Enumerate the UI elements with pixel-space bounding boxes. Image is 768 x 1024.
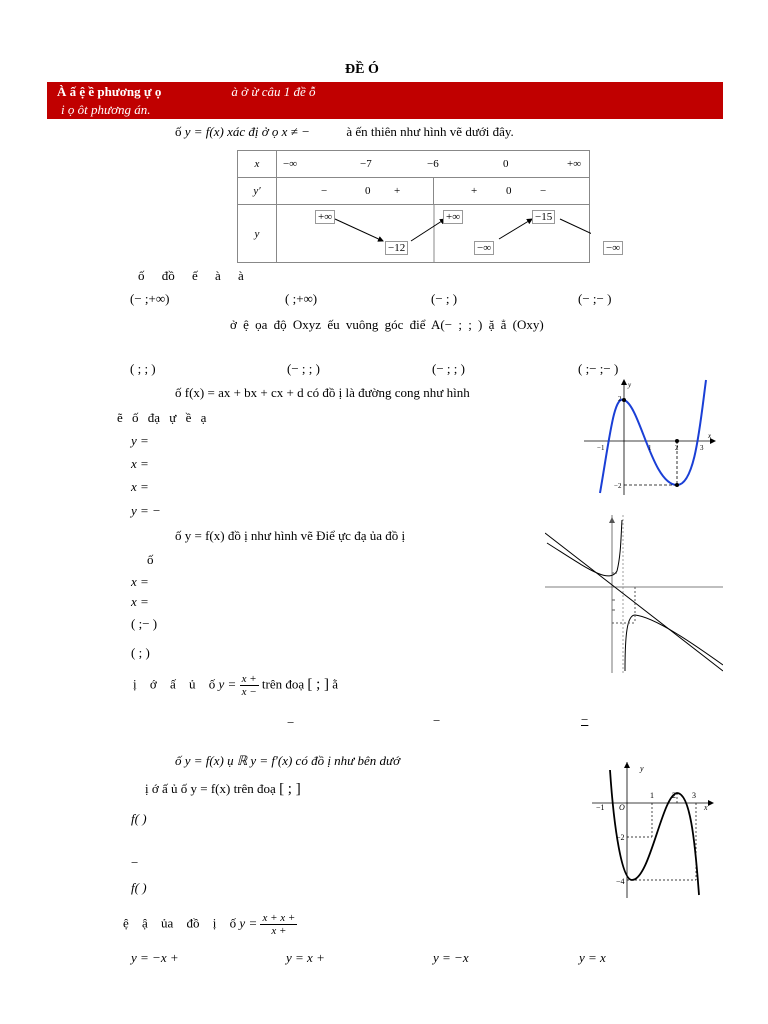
q5-frac-den: x − bbox=[241, 686, 257, 698]
q7-frac-num: x + x + bbox=[262, 912, 296, 924]
q4-stem-2: ố bbox=[147, 552, 154, 567]
q7-option-d[interactable]: y = x bbox=[579, 950, 606, 965]
q6-bracket: [ ; ] bbox=[279, 781, 301, 797]
g3-x-label: x bbox=[704, 803, 708, 812]
vt-y-5: −∞ bbox=[474, 241, 494, 255]
q7-option-c[interactable]: y = −x bbox=[433, 950, 469, 965]
g1-tick-n2: −2 bbox=[614, 482, 622, 490]
vt-yp-2: 0 bbox=[365, 185, 371, 197]
q2-option-d[interactable]: ( ;− ;− ) bbox=[578, 361, 619, 376]
q7-frac-den: x + bbox=[271, 925, 287, 937]
g1-tick-2: 2 bbox=[675, 444, 679, 452]
q4-stem-1: ố y = f(x) đồ ị như hình vẽ Điể ực đạ ủa đồ ị bbox=[175, 528, 406, 543]
q3-option-b[interactable]: x = bbox=[131, 456, 149, 471]
q1-stem bbox=[175, 124, 514, 140]
q4-option-d[interactable]: ( ; ) bbox=[131, 645, 150, 660]
vt-x-values bbox=[277, 151, 590, 178]
q5-text-a: ị ớ ấ ủ ố bbox=[133, 676, 216, 692]
q1-prompt: ố đồ ế à à bbox=[138, 268, 244, 283]
q4-option-b[interactable]: x = bbox=[131, 594, 149, 609]
page-title: ĐỀ Ó bbox=[345, 62, 379, 77]
vt-yp-values bbox=[277, 178, 590, 205]
g1-tick-3: 3 bbox=[700, 444, 704, 452]
q2-stem: ở ệ ọa độ Oxyz ếu vuông góc điể A(− ; ; ) ặ ẳ (Oxy) bbox=[230, 317, 544, 332]
q5-option-c[interactable]: − bbox=[581, 712, 589, 727]
vt-divider bbox=[433, 178, 434, 205]
g3-tick-n1: −1 bbox=[596, 803, 605, 812]
instruction-banner bbox=[47, 82, 723, 119]
q7-option-b[interactable]: y = x + bbox=[286, 950, 325, 965]
q7-option-a[interactable]: y = −x + bbox=[131, 950, 179, 965]
g3-tick-n4: −4 bbox=[616, 877, 625, 886]
vt-x-5: +∞ bbox=[567, 158, 582, 170]
q3-option-a[interactable]: y = bbox=[131, 433, 149, 448]
q6-stem-1: ố y = f(x) ụ ℝ y = f′(x) có đồ ị như bên dướ bbox=[175, 753, 401, 768]
q6-option-a[interactable]: f( ) bbox=[131, 811, 147, 826]
vt-y-label: y bbox=[238, 205, 277, 263]
banner-line-2: i ọ ôt phương án. bbox=[61, 102, 151, 117]
q6-option-b[interactable]: − bbox=[131, 855, 139, 870]
q3-option-d[interactable]: y = − bbox=[131, 503, 161, 518]
derivative-graph bbox=[592, 760, 716, 900]
g1-y-label: y bbox=[628, 381, 632, 389]
banner-line-1 bbox=[57, 84, 316, 100]
vt-yp-5: 0 bbox=[506, 185, 512, 197]
q4-option-c[interactable]: ( ;− ) bbox=[131, 616, 158, 631]
vt-x-3: −6 bbox=[427, 158, 439, 170]
q5-text-b: trên đoạ bbox=[261, 676, 305, 692]
g1-tick-1: 1 bbox=[648, 444, 652, 452]
vt-y-values bbox=[277, 205, 621, 263]
q1-option-a[interactable]: (− ;+∞) bbox=[130, 291, 170, 306]
q1-text-a: ố bbox=[175, 124, 182, 139]
q5-text-c: ằ bbox=[332, 676, 339, 692]
q1-option-d[interactable]: (− ;− ) bbox=[578, 291, 612, 306]
vt-x-label: x bbox=[238, 151, 277, 178]
q5-frac-num: x + bbox=[241, 673, 257, 685]
q3-option-c[interactable]: x = bbox=[131, 479, 149, 494]
q2-option-a[interactable]: ( ; ; ) bbox=[130, 361, 156, 376]
q6-text: ị ớ ấ ủ ố y = f(x) trên đoạ bbox=[145, 781, 276, 796]
vt-y-1: +∞ bbox=[315, 210, 335, 224]
q5-option-a[interactable]: − bbox=[287, 715, 295, 730]
q5-stem: ị ớ ấ ủ ố y = $\frac{x +}{x -}$ trên đoạ [ ; ] ằ bbox=[133, 673, 339, 698]
q3-stem-2: ẽ ố đạ ự ề ạ bbox=[117, 410, 207, 425]
g1-tick-n1: −1 bbox=[597, 444, 605, 452]
vt-x-4: 0 bbox=[503, 158, 509, 170]
vt-yp-3: + bbox=[394, 185, 401, 197]
q7-text: ệ ậ ủa đồ ị ố bbox=[123, 915, 237, 931]
banner-bold-text: À ấ ệ ề phương ự ọ bbox=[57, 84, 162, 99]
q5-bracket: [ ; ] bbox=[307, 676, 330, 693]
banner-italic-text: à ở ừ câu 1 đề ỗ bbox=[231, 84, 316, 99]
g3-tick-n2: −2 bbox=[616, 833, 625, 842]
q2-option-c[interactable]: (− ; ; ) bbox=[432, 361, 465, 376]
q5-option-b[interactable]: − bbox=[433, 713, 441, 728]
q7-stem: ệ ậ ủa đồ ị ố y = $\frac{x + x +}{x +}$ bbox=[123, 912, 296, 937]
vt-y-4: −15 bbox=[532, 210, 555, 224]
vt-yp-1: − bbox=[321, 185, 328, 197]
q6-option-c[interactable]: f( ) bbox=[131, 880, 147, 895]
rational-graph bbox=[545, 515, 723, 673]
vt-yp-label: y′ bbox=[238, 178, 277, 205]
g3-tick-2: 2 bbox=[672, 791, 676, 800]
vt-x-1: −∞ bbox=[283, 158, 298, 170]
q5-fraction bbox=[240, 673, 259, 698]
vt-y-2: −12 bbox=[385, 241, 408, 255]
q2-option-b[interactable]: (− ; ; ) bbox=[287, 361, 320, 376]
variation-table bbox=[237, 150, 621, 263]
g1-x-label: x bbox=[708, 432, 712, 440]
q1-text-c: à ến thiên như hình vẽ dưới đây. bbox=[346, 124, 514, 139]
vt-yp-6: − bbox=[540, 185, 547, 197]
q4-option-a[interactable]: x = bbox=[131, 574, 149, 589]
q3-stem-1: ố f(x) = ax + bx + cx + d có đồ ị là đường cong như hình bbox=[175, 385, 470, 400]
q1-option-b[interactable]: ( ;+∞) bbox=[285, 291, 318, 306]
vt-y-3: +∞ bbox=[443, 210, 463, 224]
g3-origin: O bbox=[619, 803, 625, 812]
q6-stem-2 bbox=[145, 781, 301, 798]
g3-tick-1: 1 bbox=[650, 791, 654, 800]
vt-yp-4: + bbox=[471, 185, 478, 197]
q1-text-b: y = f(x) xác đị ở ọ x ≠ − bbox=[184, 124, 310, 139]
g3-tick-3: 3 bbox=[692, 791, 696, 800]
vt-x-2: −7 bbox=[360, 158, 372, 170]
q7-fraction bbox=[260, 912, 297, 937]
q1-option-c[interactable]: (− ; ) bbox=[431, 291, 458, 306]
cubic-graph bbox=[580, 375, 720, 500]
g1-tick-2y: 2 bbox=[618, 395, 622, 403]
vt-y-6: −∞ bbox=[603, 241, 623, 255]
g3-y-label: y bbox=[640, 764, 644, 773]
